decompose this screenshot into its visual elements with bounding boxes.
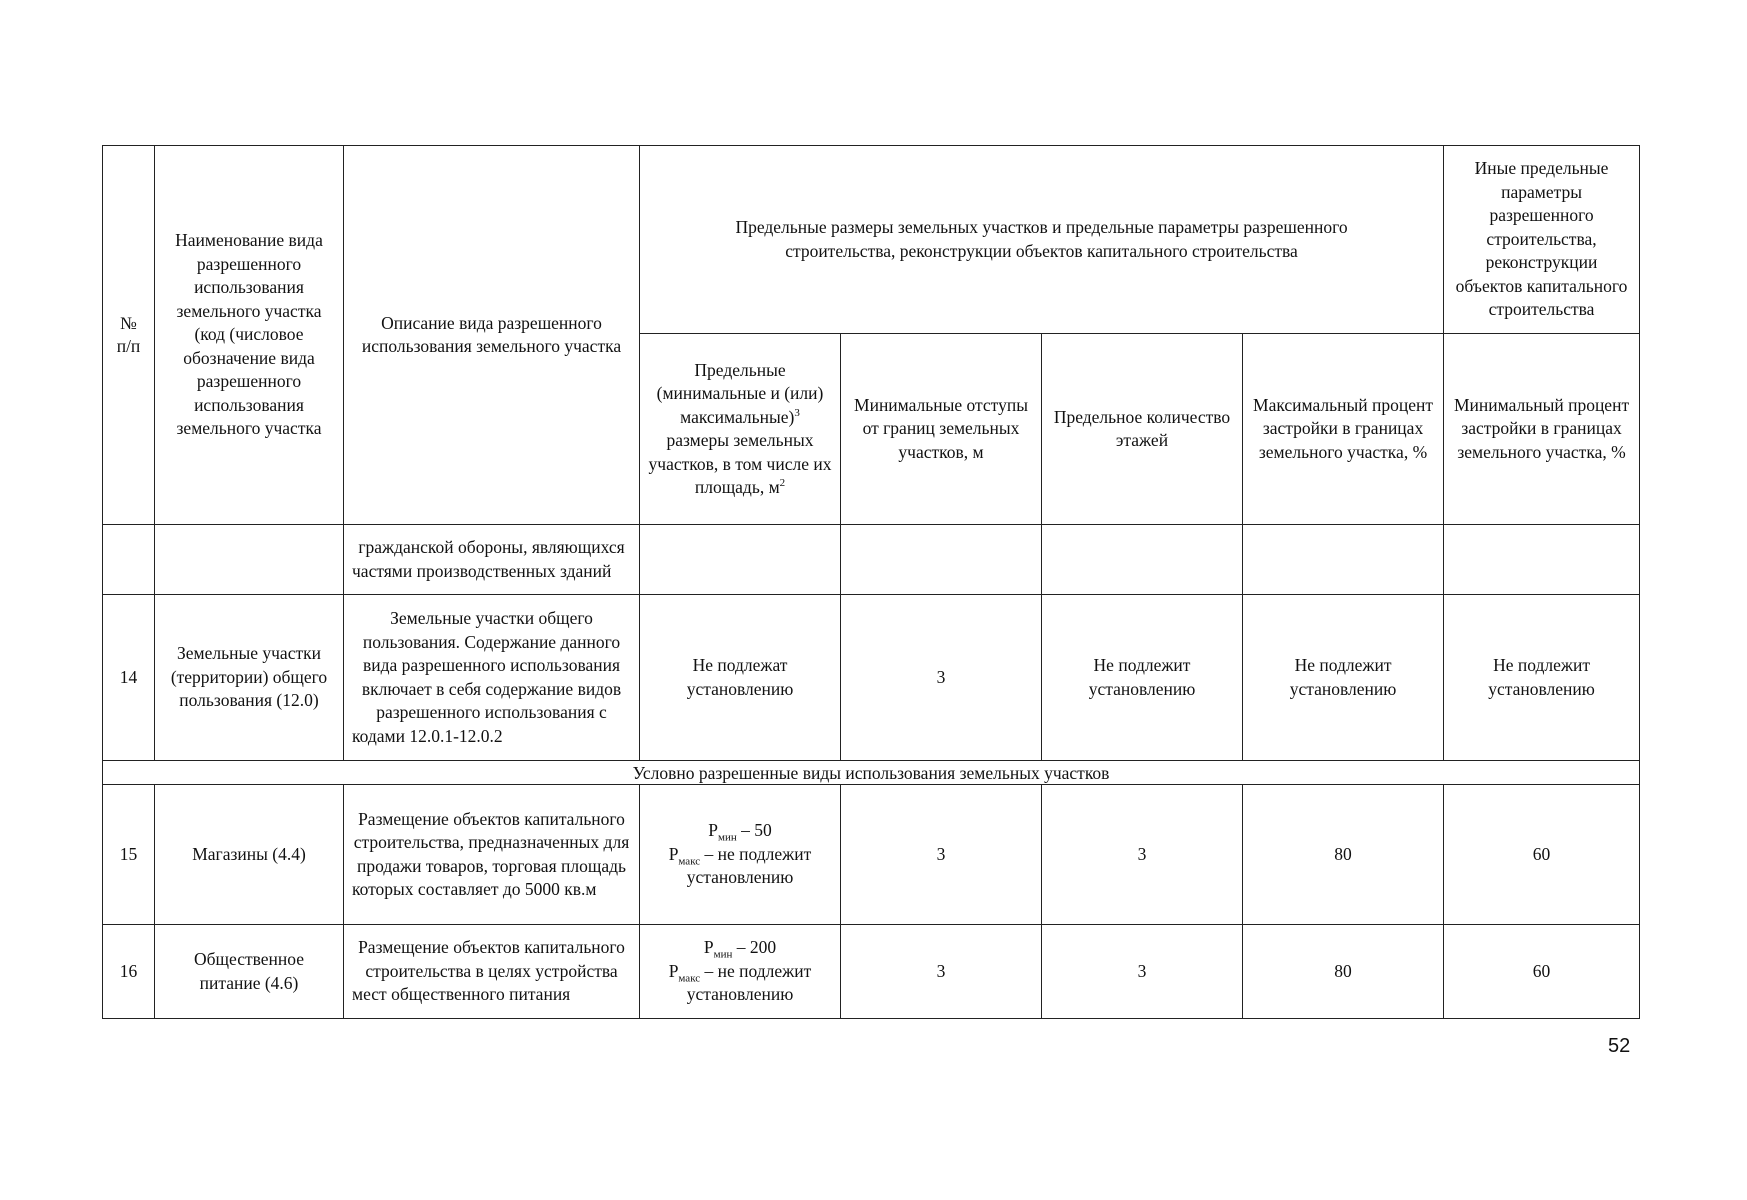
header-row-1 [103, 146, 1640, 334]
p-min-sub: мин [713, 948, 733, 961]
header-col-sizes [640, 334, 841, 525]
table-row [103, 595, 1640, 761]
row-sizes [640, 525, 841, 595]
header-other-params: Иные предельные параметры разрешенного строительства, реконструкции объектов капитального строительства [1444, 146, 1640, 334]
table-row [103, 785, 1640, 925]
row-floors: 3 [1042, 925, 1243, 1019]
row-setbacks: 3 [841, 925, 1042, 1019]
row-sizes [640, 785, 841, 925]
row-num: 15 [103, 785, 155, 925]
header-num: № п/п [103, 146, 155, 525]
row-sizes: Не подлежат установлению [640, 595, 841, 761]
row-max-percent: Не подлежит установлению [1243, 595, 1444, 761]
row-name: Магазины (4.4) [155, 785, 344, 925]
page-number: 52 [1608, 1035, 1631, 1057]
p-max-line [669, 961, 812, 1005]
p-max-sub: макс [678, 855, 701, 868]
row-num [103, 525, 155, 595]
row-name: Земельные участки (территории) общего пользования (12.0) [155, 595, 344, 761]
footnote-mark: 3 [794, 406, 800, 419]
row-floors [1042, 525, 1243, 595]
p-min-line [648, 936, 832, 960]
header-col-floors: Предельное количество этажей [1042, 334, 1243, 525]
header-description: Описание вида разрешенного использования земельного участка [344, 146, 640, 525]
row-min-percent: 60 [1444, 785, 1640, 925]
row-description: Земельные участки общего пользования. Содержание данного вида разрешенного использования включает в себя содержание видов разрешенного использования с кодами 12.0.1-12.0.2 [344, 595, 640, 761]
row-max-percent: 80 [1243, 925, 1444, 1019]
regulations-table [102, 145, 1640, 1019]
row-description: Размещение объектов капитального строительства, предназначенных для продажи товаров, торговая площадь которых составляет до 5000 кв.м [344, 785, 640, 925]
row-max-percent: 80 [1243, 785, 1444, 925]
row-sizes [640, 925, 841, 1019]
header-col-sizes-tail: размеры земельных участков, в том числе их площадь, м [648, 430, 832, 497]
p-min-value: – 50 [736, 820, 772, 841]
row-setbacks [841, 525, 1042, 595]
row-num: 16 [103, 925, 155, 1019]
unit-superscript: 2 [779, 477, 786, 490]
header-col-min-percent: Минимальный процент застройки в границах земельного участка, % [1444, 334, 1640, 525]
row-num: 14 [103, 595, 155, 761]
section-title: Условно разрешенные виды использования земельных участков [103, 761, 1640, 785]
row-setbacks: 3 [841, 595, 1042, 761]
row-floors: 3 [1042, 785, 1243, 925]
p-max-sub: макс [678, 972, 701, 985]
row-description: Размещение объектов капитального строительства в целях устройства мест общественного питания [344, 925, 640, 1019]
row-setbacks: 3 [841, 785, 1042, 925]
p-max-value: – не подлежит установлению [686, 843, 812, 888]
row-min-percent [1444, 525, 1640, 595]
section-row [103, 761, 1640, 785]
row-floors: Не подлежит установлению [1042, 595, 1243, 761]
p-max-line [669, 844, 812, 888]
p-min-label: P [703, 937, 714, 958]
header-name: Наименование вида разрешенного использования земельного участка (код (числовое обозначение вида разрешенного использования земельного участка [155, 146, 344, 525]
row-min-percent: Не подлежит установлению [1444, 595, 1640, 761]
p-max-label: P [668, 843, 679, 864]
row-name [155, 525, 344, 595]
table-row [103, 925, 1640, 1019]
row-description: гражданской обороны, являющихся частями производственных зданий [344, 525, 640, 595]
header-col-max-percent: Максимальный процент застройки в границах земельного участка, % [1243, 334, 1444, 525]
header-col-sizes-text: Предельные (минимальные и (или) максимальные) [656, 359, 824, 427]
p-min-sub: мин [718, 831, 737, 844]
p-min-line [648, 819, 832, 843]
p-min-label: P [708, 820, 718, 841]
p-max-label: P [668, 960, 679, 981]
row-min-percent: 60 [1444, 925, 1640, 1019]
header-col-setbacks: Минимальные отступы от границ земельных участков, м [841, 334, 1042, 525]
p-max-value: – не подлежит установлению [686, 960, 812, 1005]
table-row [103, 525, 1640, 595]
row-name: Общественное питание (4.6) [155, 925, 344, 1019]
p-min-value: – 200 [732, 937, 777, 958]
header-limits-group: Предельные размеры земельных участков и предельные параметры разрешенного строительства, реконструкции объектов капитального строительства [640, 146, 1444, 334]
row-max-percent [1243, 525, 1444, 595]
